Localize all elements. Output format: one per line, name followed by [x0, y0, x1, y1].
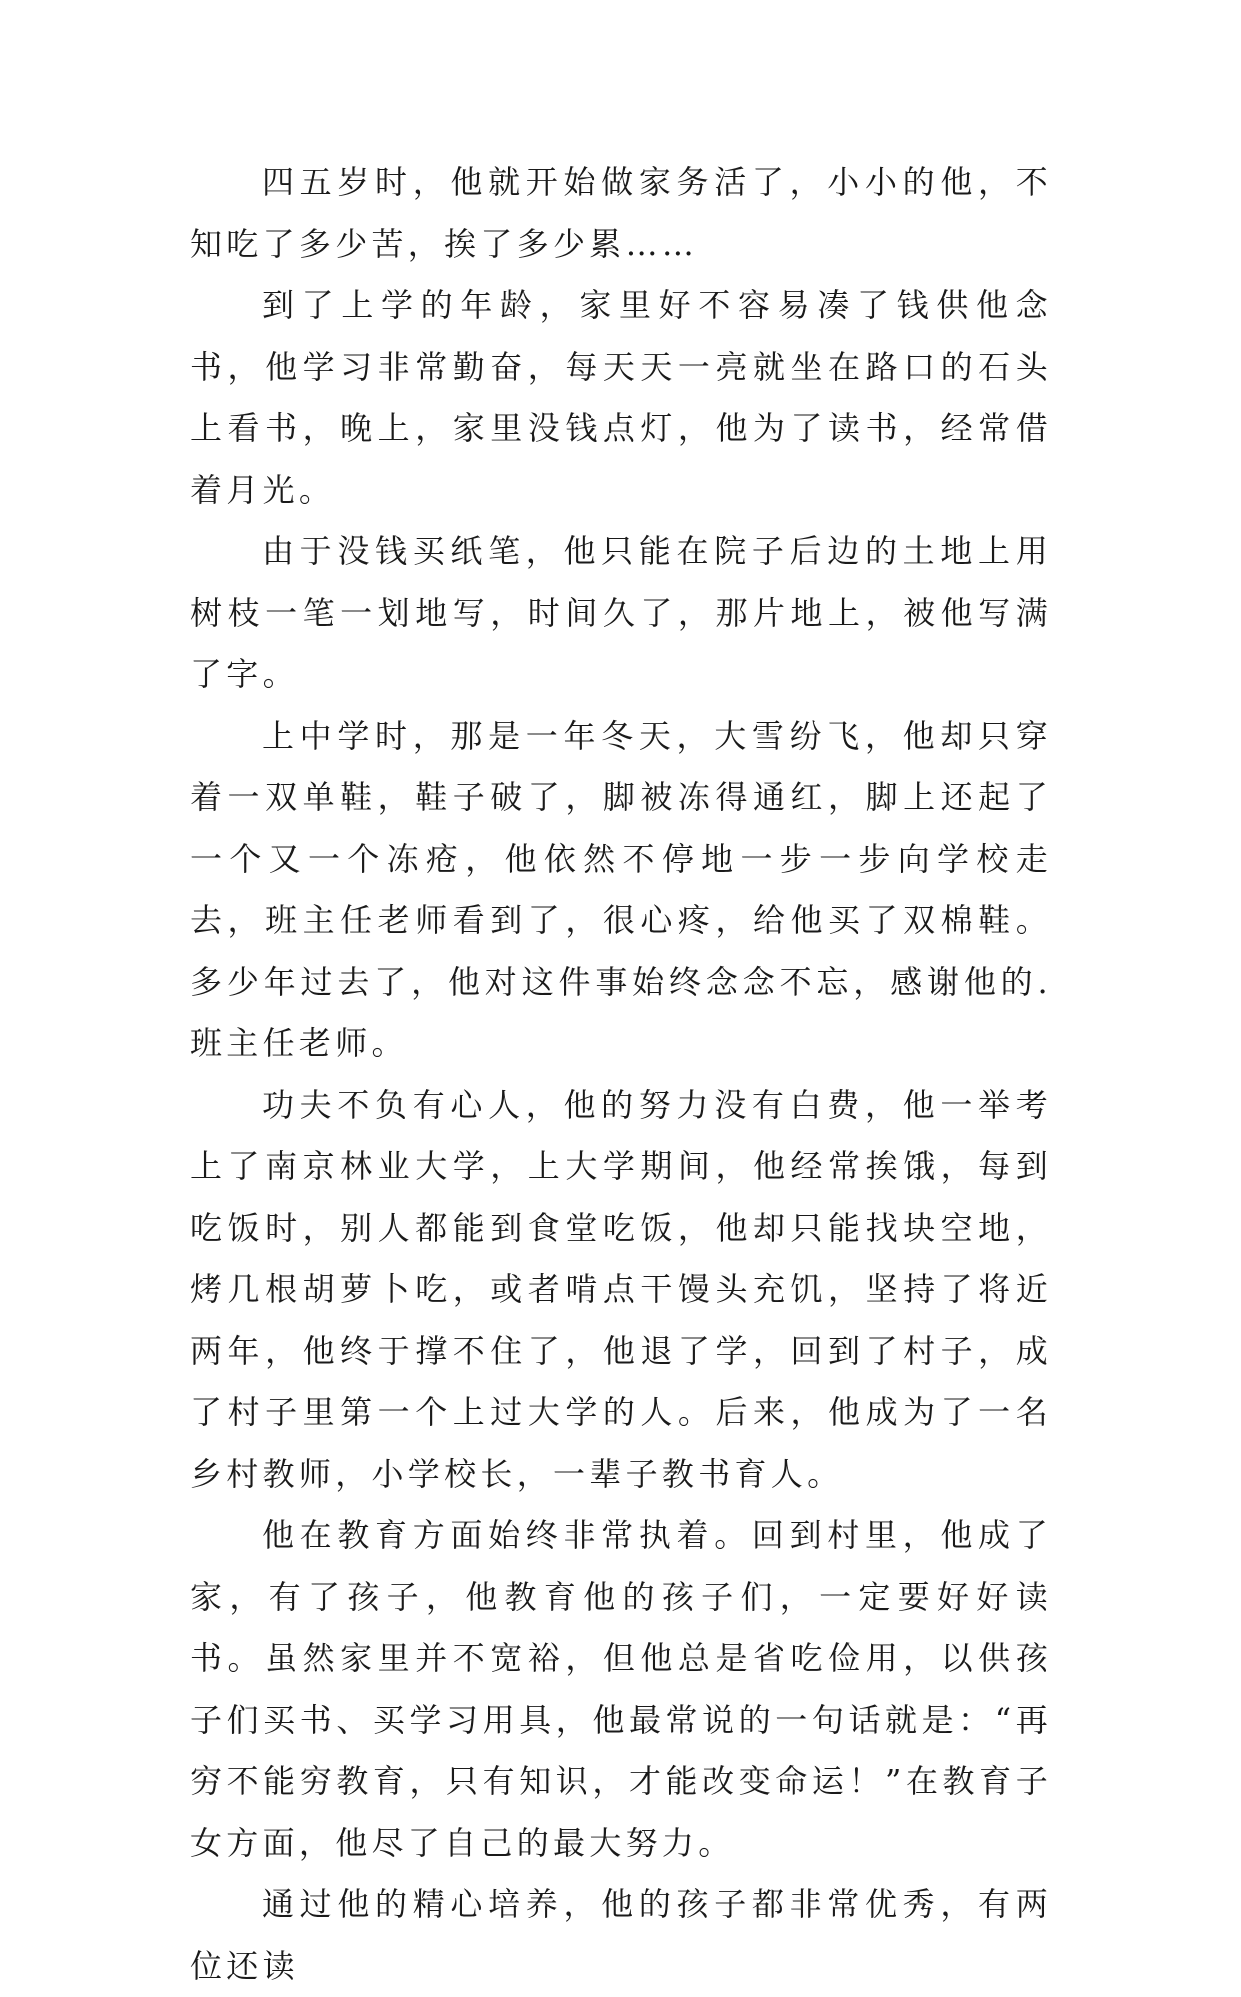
document-body: [190, 152, 1052, 1997]
paragraph-writing-with-branch: 由于没钱买纸笔，他只能在院子后边的土地上用树枝一笔一划地写，时间久了，那片地上，被他写满了字。: [190, 532, 1052, 693]
paragraph-middle-school-winter: 上中学时，那是一年冬天，大雪纷飞，他却只穿着一双单鞋，鞋子破了，脚被冻得通红，脚上还起了一个又一个冻疮，他依然不停地一步一步向学校走去，班主任老师看到了，很心疼，给他买了双棉鞋。多少年过去了，他对这件事始终念念不忘，感谢他的.班主任老师。: [190, 716, 1052, 1062]
paragraph-school-age: 到了上学的年龄，家里好不容易凑了钱供他念书，他学习非常勤奋，每天天一亮就坐在路口的石头上看书，晚上，家里没钱点灯，他为了读书，经常借着月光。: [190, 286, 1052, 509]
paragraph-childhood-chores: 四五岁时，他就开始做家务活了，小小的他，不知吃了多少苦，挨了多少累……: [190, 163, 1052, 263]
paragraph-education-beliefs: 他在教育方面始终非常执着。回到村里，他成了家，有了孩子，他教育他的孩子们，一定要好好读书。虽然家里并不宽裕，但他总是省吃俭用，以供孩子们买书、买学习用具，他最常说的一句话就是：“再穷不能穷教育，只有知识，才能改变命运！”在教育子女方面，他尽了自己的最大努力。: [190, 1516, 1052, 1862]
paragraph-university: 功夫不负有心人，他的努力没有白费，他一举考上了南京林业大学，上大学期间，他经常挨饿，每到吃饭时，别人都能到食堂吃饭，他却只能找块空地，烤几根胡萝卜吃，或者啃点干馒头充饥，坚持了将近两年，他终于撑不住了，他退了学，回到了村子，成了村子里第一个上过大学的人。后来，他成为了一名乡村教师，小学校长，一辈子教书育人。: [190, 1085, 1052, 1493]
paragraph-children-outcome: 通过他的精心培养，他的孩子都非常优秀，有两位还读: [190, 1885, 1052, 1985]
